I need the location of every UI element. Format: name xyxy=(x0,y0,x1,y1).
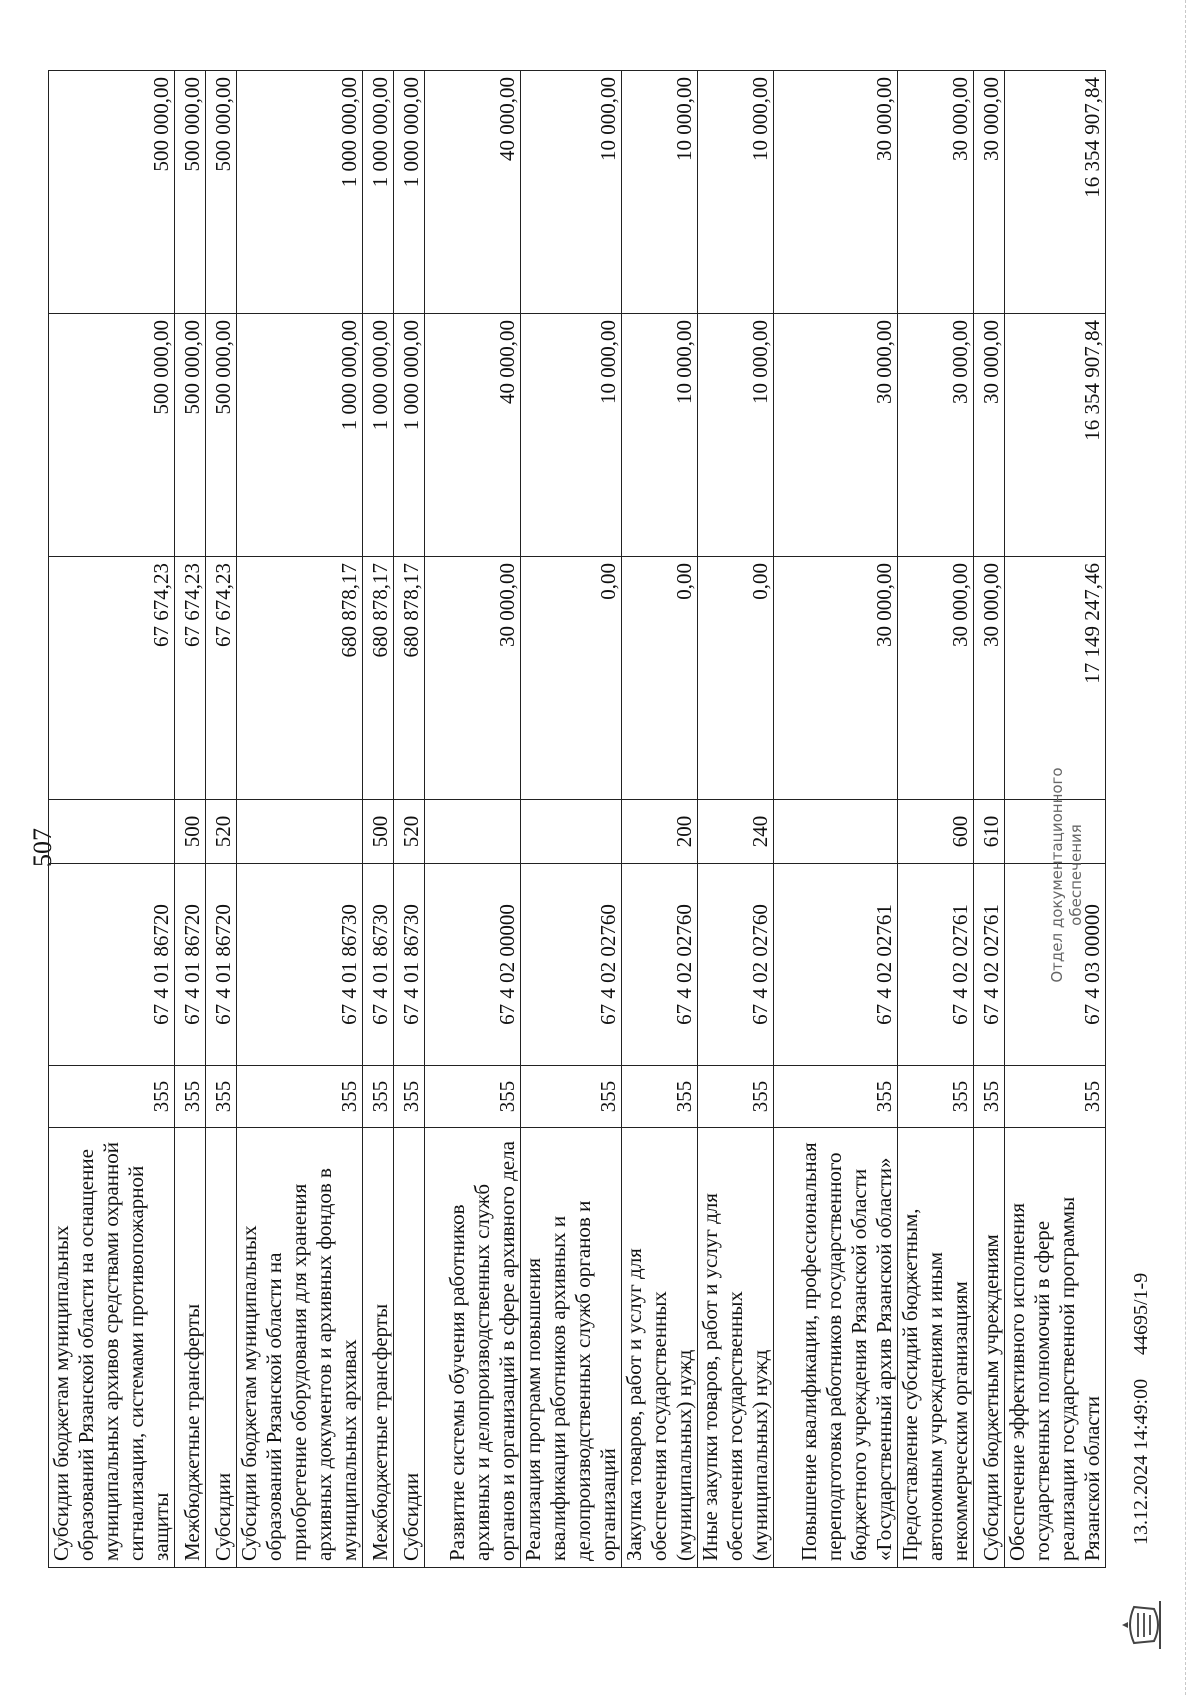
cell-vr xyxy=(425,800,521,864)
cell-ved: 355 xyxy=(898,1066,974,1128)
cell-value-1: 0,00 xyxy=(622,557,698,800)
cell-name: Реализация программ повышения квалификации работников архивных и делопроизводственных служб органов и организаций xyxy=(521,1128,622,1568)
cell-value-2: 16 354 907,84 xyxy=(1005,314,1106,557)
cell-value-1: 680 878,17 xyxy=(237,557,363,800)
cell-value-3: 1 000 000,00 xyxy=(394,71,425,314)
cell-value-3: 10 000,00 xyxy=(698,71,774,314)
cell-csr: 67 4 02 02760 xyxy=(521,864,622,1066)
cell-value-3: 500 000,00 xyxy=(175,71,206,314)
cell-value-3: 30 000,00 xyxy=(774,71,898,314)
cell-value-2: 30 000,00 xyxy=(974,314,1005,557)
department-stamp xyxy=(1048,745,1086,1005)
page-number: 507 xyxy=(28,828,57,867)
cell-value-2: 500 000,00 xyxy=(49,314,175,557)
table-row xyxy=(49,71,175,1568)
cell-vr xyxy=(237,800,363,864)
cell-vr: 200 xyxy=(622,800,698,864)
table-row xyxy=(521,71,622,1568)
cell-ved: 355 xyxy=(49,1066,175,1128)
cell-value-2: 1 000 000,00 xyxy=(394,314,425,557)
cell-value-2: 500 000,00 xyxy=(206,314,237,557)
cell-csr: 67 4 02 02760 xyxy=(698,864,774,1066)
cell-ved: 355 xyxy=(521,1066,622,1128)
cell-vr: 600 xyxy=(898,800,974,864)
cell-csr: 67 4 02 02760 xyxy=(622,864,698,1066)
cell-name: Субсидии бюджетным учреждениям xyxy=(974,1128,1005,1568)
cell-value-1: 0,00 xyxy=(698,557,774,800)
cell-csr: 67 4 02 02761 xyxy=(898,864,974,1066)
cell-name: Субсидии xyxy=(394,1128,425,1568)
budget-table xyxy=(48,70,1106,1568)
cell-csr: 67 4 02 02761 xyxy=(974,864,1005,1066)
cell-value-3: 1 000 000,00 xyxy=(237,71,363,314)
cell-value-3: 40 000,00 xyxy=(425,71,521,314)
cell-value-3: 30 000,00 xyxy=(898,71,974,314)
cell-value-1: 17 149 247,46 xyxy=(1005,557,1106,800)
table-row xyxy=(425,71,521,1568)
cell-vr: 520 xyxy=(394,800,425,864)
cell-ved: 355 xyxy=(175,1066,206,1128)
table-row xyxy=(898,71,974,1568)
cell-csr: 67 4 01 86720 xyxy=(49,864,175,1066)
table-row xyxy=(363,71,394,1568)
cell-value-3: 1 000 000,00 xyxy=(363,71,394,314)
cell-value-1: 67 674,23 xyxy=(175,557,206,800)
cell-name: Иные закупки товаров, работ и услуг для обеспечения государственных (муниципальных) нужд xyxy=(698,1128,774,1568)
cell-name: Субсидии бюджетам муниципальных образований Рязанской области на оснащение муниципальных архивов средствами охранной сигнализации, системами противопожарной защиты xyxy=(49,1128,175,1568)
cell-csr: 67 4 03 00000 xyxy=(1005,864,1106,1066)
cell-vr: 500 xyxy=(175,800,206,864)
footer-date: 13.12.2024 14:49:00 xyxy=(1130,1378,1152,1545)
cell-vr: 610 xyxy=(974,800,1005,864)
cell-name: Субсидии бюджетам муниципальных образований Рязанской области на приобретение оборудования для хранения архивных документов и архивных фондов в муниципальных архивах xyxy=(237,1128,363,1568)
table-row xyxy=(175,71,206,1568)
cell-ved: 355 xyxy=(363,1066,394,1128)
cell-ved: 355 xyxy=(394,1066,425,1128)
cell-value-2: 1 000 000,00 xyxy=(237,314,363,557)
table-row xyxy=(974,71,1005,1568)
cell-value-1: 30 000,00 xyxy=(898,557,974,800)
cell-csr: 67 4 01 86730 xyxy=(237,864,363,1066)
cell-value-2: 10 000,00 xyxy=(698,314,774,557)
table-row xyxy=(206,71,237,1568)
cell-value-2: 30 000,00 xyxy=(898,314,974,557)
cell-value-3: 30 000,00 xyxy=(974,71,1005,314)
cell-ved: 355 xyxy=(425,1066,521,1128)
cell-csr: 67 4 01 86730 xyxy=(394,864,425,1066)
table-row xyxy=(698,71,774,1568)
cell-value-2: 500 000,00 xyxy=(175,314,206,557)
cell-name: Субсидии xyxy=(206,1128,237,1568)
cell-name: Межбюджетные трансферты xyxy=(363,1128,394,1568)
cell-csr: 67 4 01 86720 xyxy=(175,864,206,1066)
cell-csr: 67 4 01 86720 xyxy=(206,864,237,1066)
cell-ved: 355 xyxy=(206,1066,237,1128)
cell-vr: 520 xyxy=(206,800,237,864)
cell-name: Обеспечение эффективного исполнения государственных полномочий в сфере реализации государственной программы Рязанской области xyxy=(1005,1128,1106,1568)
cell-value-1: 30 000,00 xyxy=(974,557,1005,800)
footer-document-code: 44695/1-9 xyxy=(1130,1272,1152,1355)
cell-value-1: 680 878,17 xyxy=(394,557,425,800)
cell-value-3: 500 000,00 xyxy=(49,71,175,314)
table-row xyxy=(237,71,363,1568)
cell-value-3: 10 000,00 xyxy=(622,71,698,314)
cell-value-1: 30 000,00 xyxy=(425,557,521,800)
cell-csr: 67 4 02 02761 xyxy=(774,864,898,1066)
cell-name: Развитие системы обучения работников архивных и делопроизводственных служб органов и организаций в сфере архивного дела xyxy=(425,1128,521,1568)
cell-name: Повышение квалификации, профессиональная переподготовка работников государственного бюджетного учреждения Рязанской области «Государственный архив Рязанской области» xyxy=(774,1128,898,1568)
table-row xyxy=(622,71,698,1568)
scan-edge-line xyxy=(1185,0,1186,1695)
stamp-line-1: Отдел документационного xyxy=(1048,767,1066,983)
cell-ved: 355 xyxy=(1005,1066,1106,1128)
cell-value-2: 40 000,00 xyxy=(425,314,521,557)
table-row xyxy=(774,71,898,1568)
cell-name: Межбюджетные трансферты xyxy=(175,1128,206,1568)
cell-value-2: 1 000 000,00 xyxy=(363,314,394,557)
cell-name: Предоставление субсидий бюджетным, автономным учреждениям и иным некоммерческим организациям xyxy=(898,1128,974,1568)
cell-value-1: 680 878,17 xyxy=(363,557,394,800)
cell-ved: 355 xyxy=(974,1066,1005,1128)
cell-csr: 67 4 02 00000 xyxy=(425,864,521,1066)
cell-value-3: 500 000,00 xyxy=(206,71,237,314)
cell-value-1: 0,00 xyxy=(521,557,622,800)
cell-vr xyxy=(521,800,622,864)
cell-vr: 500 xyxy=(363,800,394,864)
cell-vr xyxy=(49,800,175,864)
cell-ved: 355 xyxy=(622,1066,698,1128)
cell-csr: 67 4 01 86730 xyxy=(363,864,394,1066)
cell-value-3: 16 354 907,84 xyxy=(1005,71,1106,314)
cell-ved: 355 xyxy=(774,1066,898,1128)
cell-vr: 240 xyxy=(698,800,774,864)
cell-value-2: 10 000,00 xyxy=(521,314,622,557)
cell-value-1: 67 674,23 xyxy=(49,557,175,800)
table-row xyxy=(394,71,425,1568)
cell-name: Закупка товаров, работ и услуг для обеспечения государственных (муниципальных) нужд xyxy=(622,1128,698,1568)
cell-ved: 355 xyxy=(237,1066,363,1128)
cell-value-2: 10 000,00 xyxy=(622,314,698,557)
cell-vr xyxy=(774,800,898,864)
cell-value-3: 10 000,00 xyxy=(521,71,622,314)
cell-value-1: 30 000,00 xyxy=(774,557,898,800)
cell-value-1: 67 674,23 xyxy=(206,557,237,800)
coat-of-arms-icon xyxy=(1120,1595,1164,1655)
cell-ved: 355 xyxy=(698,1066,774,1128)
cell-value-2: 30 000,00 xyxy=(774,314,898,557)
stamp-line-2: обеспечения xyxy=(1067,824,1085,926)
